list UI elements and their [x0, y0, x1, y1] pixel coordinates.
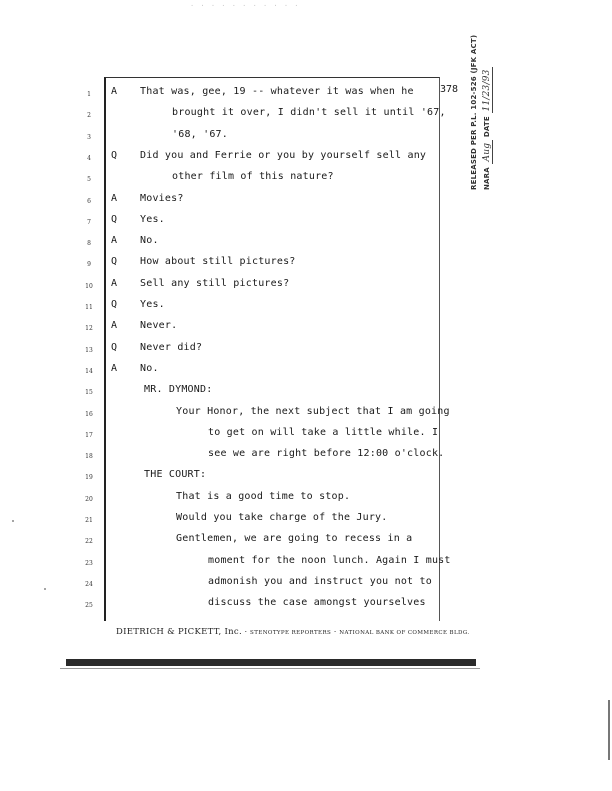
line-number: 7 [87, 218, 91, 226]
transcript-line [0, 383, 470, 404]
line-number: 17 [85, 431, 93, 439]
line-text: moment for the noon lunch. Again I must [208, 554, 451, 566]
line-text: Did you and Ferrie or you by yourself sell any [140, 149, 427, 161]
line-number: 6 [87, 197, 91, 205]
speaker-marker: A [111, 277, 118, 289]
line-text: Yes. [140, 299, 165, 310]
line-text: MR. DYMOND: [144, 384, 213, 396]
line-text: Would you take charge of the Jury. [176, 512, 388, 523]
line-text: Your Honor, the next subject that I am going [176, 405, 450, 417]
line-number: 1 [87, 91, 91, 98]
transcript-line [0, 213, 470, 234]
line-number: 3 [87, 133, 91, 141]
transcript-line [0, 192, 470, 213]
line-text: other film of this nature? [172, 171, 334, 183]
scan-bottom-line [60, 668, 480, 669]
reporter-service: STENOTYPE REPORTERS [250, 630, 332, 636]
footer-separator: · [333, 627, 337, 636]
line-text: brought it over, I didn't sell it until '67, [172, 107, 446, 119]
scan-edge-mark [608, 700, 610, 760]
line-text: Yes. [140, 213, 165, 225]
transcript-line [0, 277, 470, 298]
line-number: 20 [85, 495, 93, 503]
line-number: 4 [87, 154, 91, 162]
line-text: '68, '67. [172, 128, 228, 140]
transcript-line [0, 447, 470, 468]
line-number: 15 [85, 389, 93, 397]
line-number: 10 [85, 282, 93, 290]
speaker-marker: Q [111, 299, 118, 310]
transcript-line [0, 575, 470, 596]
date-label: DATE [483, 116, 491, 138]
line-number: 16 [85, 410, 93, 418]
line-text: discuss the case amongst yourselves [208, 597, 426, 609]
line-text: Movies? [140, 192, 184, 204]
transcript-line [0, 128, 470, 149]
speaker-marker: A [111, 192, 118, 204]
transcript-line [0, 234, 470, 255]
transcript-line [0, 554, 470, 575]
speaker-marker: A [111, 86, 118, 97]
reporter-footer [116, 627, 470, 637]
speaker-marker: A [111, 235, 118, 247]
transcript-line [0, 532, 470, 553]
transcript-line [0, 468, 470, 489]
transcript-line [0, 255, 470, 276]
transcript-line [0, 106, 470, 127]
speaker-marker: Q [111, 213, 118, 225]
line-text: How about still pictures? [140, 256, 296, 268]
scan-speck [44, 588, 46, 590]
release-stamp-line: RELEASED PER P.L. 102-526 (JFK ACT) [470, 34, 478, 190]
nara-label: NARA [483, 167, 491, 190]
line-text: admonish you and instruct you not to [208, 575, 432, 587]
speaker-marker: A [111, 362, 118, 374]
transcript-line [0, 405, 470, 426]
line-text: Sell any still pictures? [140, 277, 290, 289]
line-number: 14 [85, 367, 93, 375]
line-number: 9 [87, 261, 91, 269]
transcript-line [0, 490, 470, 511]
line-number: 13 [85, 346, 93, 354]
speaker-marker: Q [111, 256, 118, 268]
footer-separator: · [244, 627, 248, 636]
transcript-line [0, 85, 470, 106]
line-text: to get on will take a little while. I [208, 426, 439, 438]
transcript-line [0, 170, 470, 191]
page-number: 378 [440, 84, 459, 95]
line-text: THE COURT: [144, 469, 207, 481]
transcript-line [0, 298, 470, 319]
transcript-line [0, 362, 470, 383]
speaker-marker: Q [111, 149, 118, 161]
scan-speck [12, 520, 14, 522]
line-number: 24 [85, 580, 93, 588]
transcript-line [0, 149, 470, 170]
line-number: 11 [85, 304, 93, 311]
line-number: 12 [85, 325, 93, 333]
speaker-marker: Q [111, 341, 118, 353]
line-number: 25 [85, 602, 93, 610]
nara-initials-signature: Aug [482, 140, 493, 165]
line-number: 5 [87, 176, 91, 184]
transcript-line [0, 596, 470, 617]
line-text: see we are right before 12:00 o'clock. [208, 448, 445, 460]
line-number: 2 [87, 112, 91, 120]
release-date: 11/23/93 [482, 69, 492, 112]
line-text: Gentlemen, we are going to recess in a [176, 533, 413, 545]
transcript-line [0, 341, 470, 362]
line-text: No. [140, 235, 159, 247]
release-stamp [470, 34, 494, 190]
line-number: 22 [85, 538, 93, 546]
line-number: 8 [87, 240, 91, 248]
reporter-firm-name: DIETRICH & PICKETT, Inc. [116, 627, 242, 637]
transcript-line [0, 426, 470, 447]
line-number: 21 [85, 517, 93, 524]
transcript-line [0, 511, 470, 532]
speaker-marker: A [111, 320, 118, 332]
line-number: 19 [85, 474, 93, 482]
line-text: That is a good time to stop. [176, 490, 351, 502]
faint-header-text: · · · · · · · · · · · [190, 2, 300, 10]
reporter-address: NATIONAL BANK OF COMMERCE BLDG. [339, 630, 470, 636]
line-text: That was, gee, 19 -- whatever it was when he [140, 86, 414, 97]
line-text: Never did? [140, 341, 203, 353]
line-text: No. [140, 362, 159, 374]
line-number: 18 [85, 453, 93, 461]
transcript-line [0, 319, 470, 340]
line-number: 23 [85, 559, 93, 567]
release-stamp-nara-row [482, 67, 493, 190]
scan-bottom-bar [66, 659, 476, 666]
line-text: Never. [140, 320, 178, 332]
